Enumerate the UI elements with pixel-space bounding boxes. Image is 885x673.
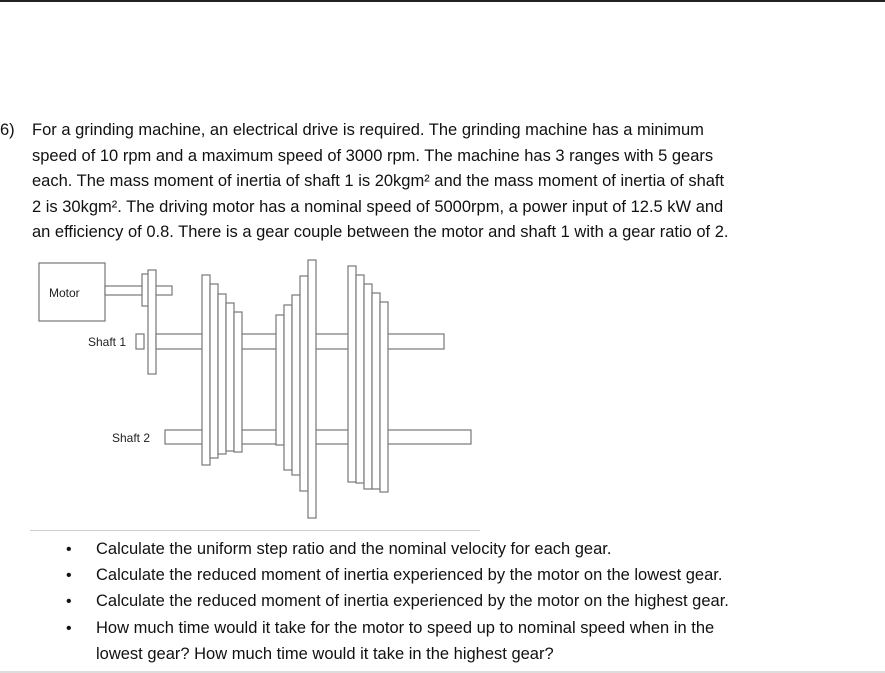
motor-label: Motor (49, 286, 80, 300)
question-line: each. The mass moment of inertia of shaft 1 is 20kgm² and the mass moment of inertia of shaft (32, 172, 725, 190)
task-text: How much time would it take for the motor to speed up to nominal speed when in the (96, 619, 715, 637)
gear (226, 303, 234, 451)
gear (202, 275, 210, 465)
gear (372, 293, 380, 489)
task-text: lowest gear? How much time would it take in the highest gear? (96, 644, 554, 663)
gear (300, 276, 308, 491)
task-text: Calculate the uniform step ratio and the nominal velocity for each gear. (96, 540, 612, 558)
gear (284, 305, 292, 470)
shaft-2-label: Shaft 2 (112, 431, 151, 445)
separator (30, 530, 480, 531)
bullet: • (66, 593, 72, 610)
gear (364, 284, 372, 489)
question-line: For a grinding machine, an electrical drive is required. The grinding machine has a minimum (32, 121, 704, 139)
motor-shaft (105, 286, 172, 295)
shaft-1-end (136, 334, 144, 349)
shaft-1-label: Shaft 1 (88, 335, 127, 349)
bullet: • (66, 567, 72, 584)
gear (308, 260, 316, 518)
task-text: Calculate the reduced moment of inertia experienced by the motor on the lowest gear. (96, 566, 723, 584)
gear (218, 294, 226, 454)
coupling-gear (148, 270, 156, 374)
gear (348, 266, 356, 482)
gear (210, 284, 218, 458)
gear (356, 275, 364, 483)
gear (380, 302, 388, 492)
question-line: an efficiency of 0.8. There is a gear couple between the motor and shaft 1 with a gear ratio of 2. (32, 223, 729, 241)
gearbox-diagram (30, 250, 490, 525)
bullet: • (66, 620, 72, 637)
question-line: 2 is 30kgm². The driving motor has a nominal speed of 5000rpm, a power input of 12.5 kW and (32, 197, 724, 216)
question-line: speed of 10 rpm and a maximum speed of 3000 rpm. The machine has 3 ranges with 5 gears (32, 146, 714, 165)
bullet: • (66, 541, 72, 558)
task-text: Calculate the reduced moment of inertia experienced by the motor on the highest gear. (96, 592, 729, 610)
question-text (32, 118, 822, 246)
gear (234, 312, 242, 452)
question-number: 6) (0, 121, 15, 139)
top-rule (0, 0, 885, 2)
gear (292, 295, 300, 475)
gear (276, 315, 284, 445)
